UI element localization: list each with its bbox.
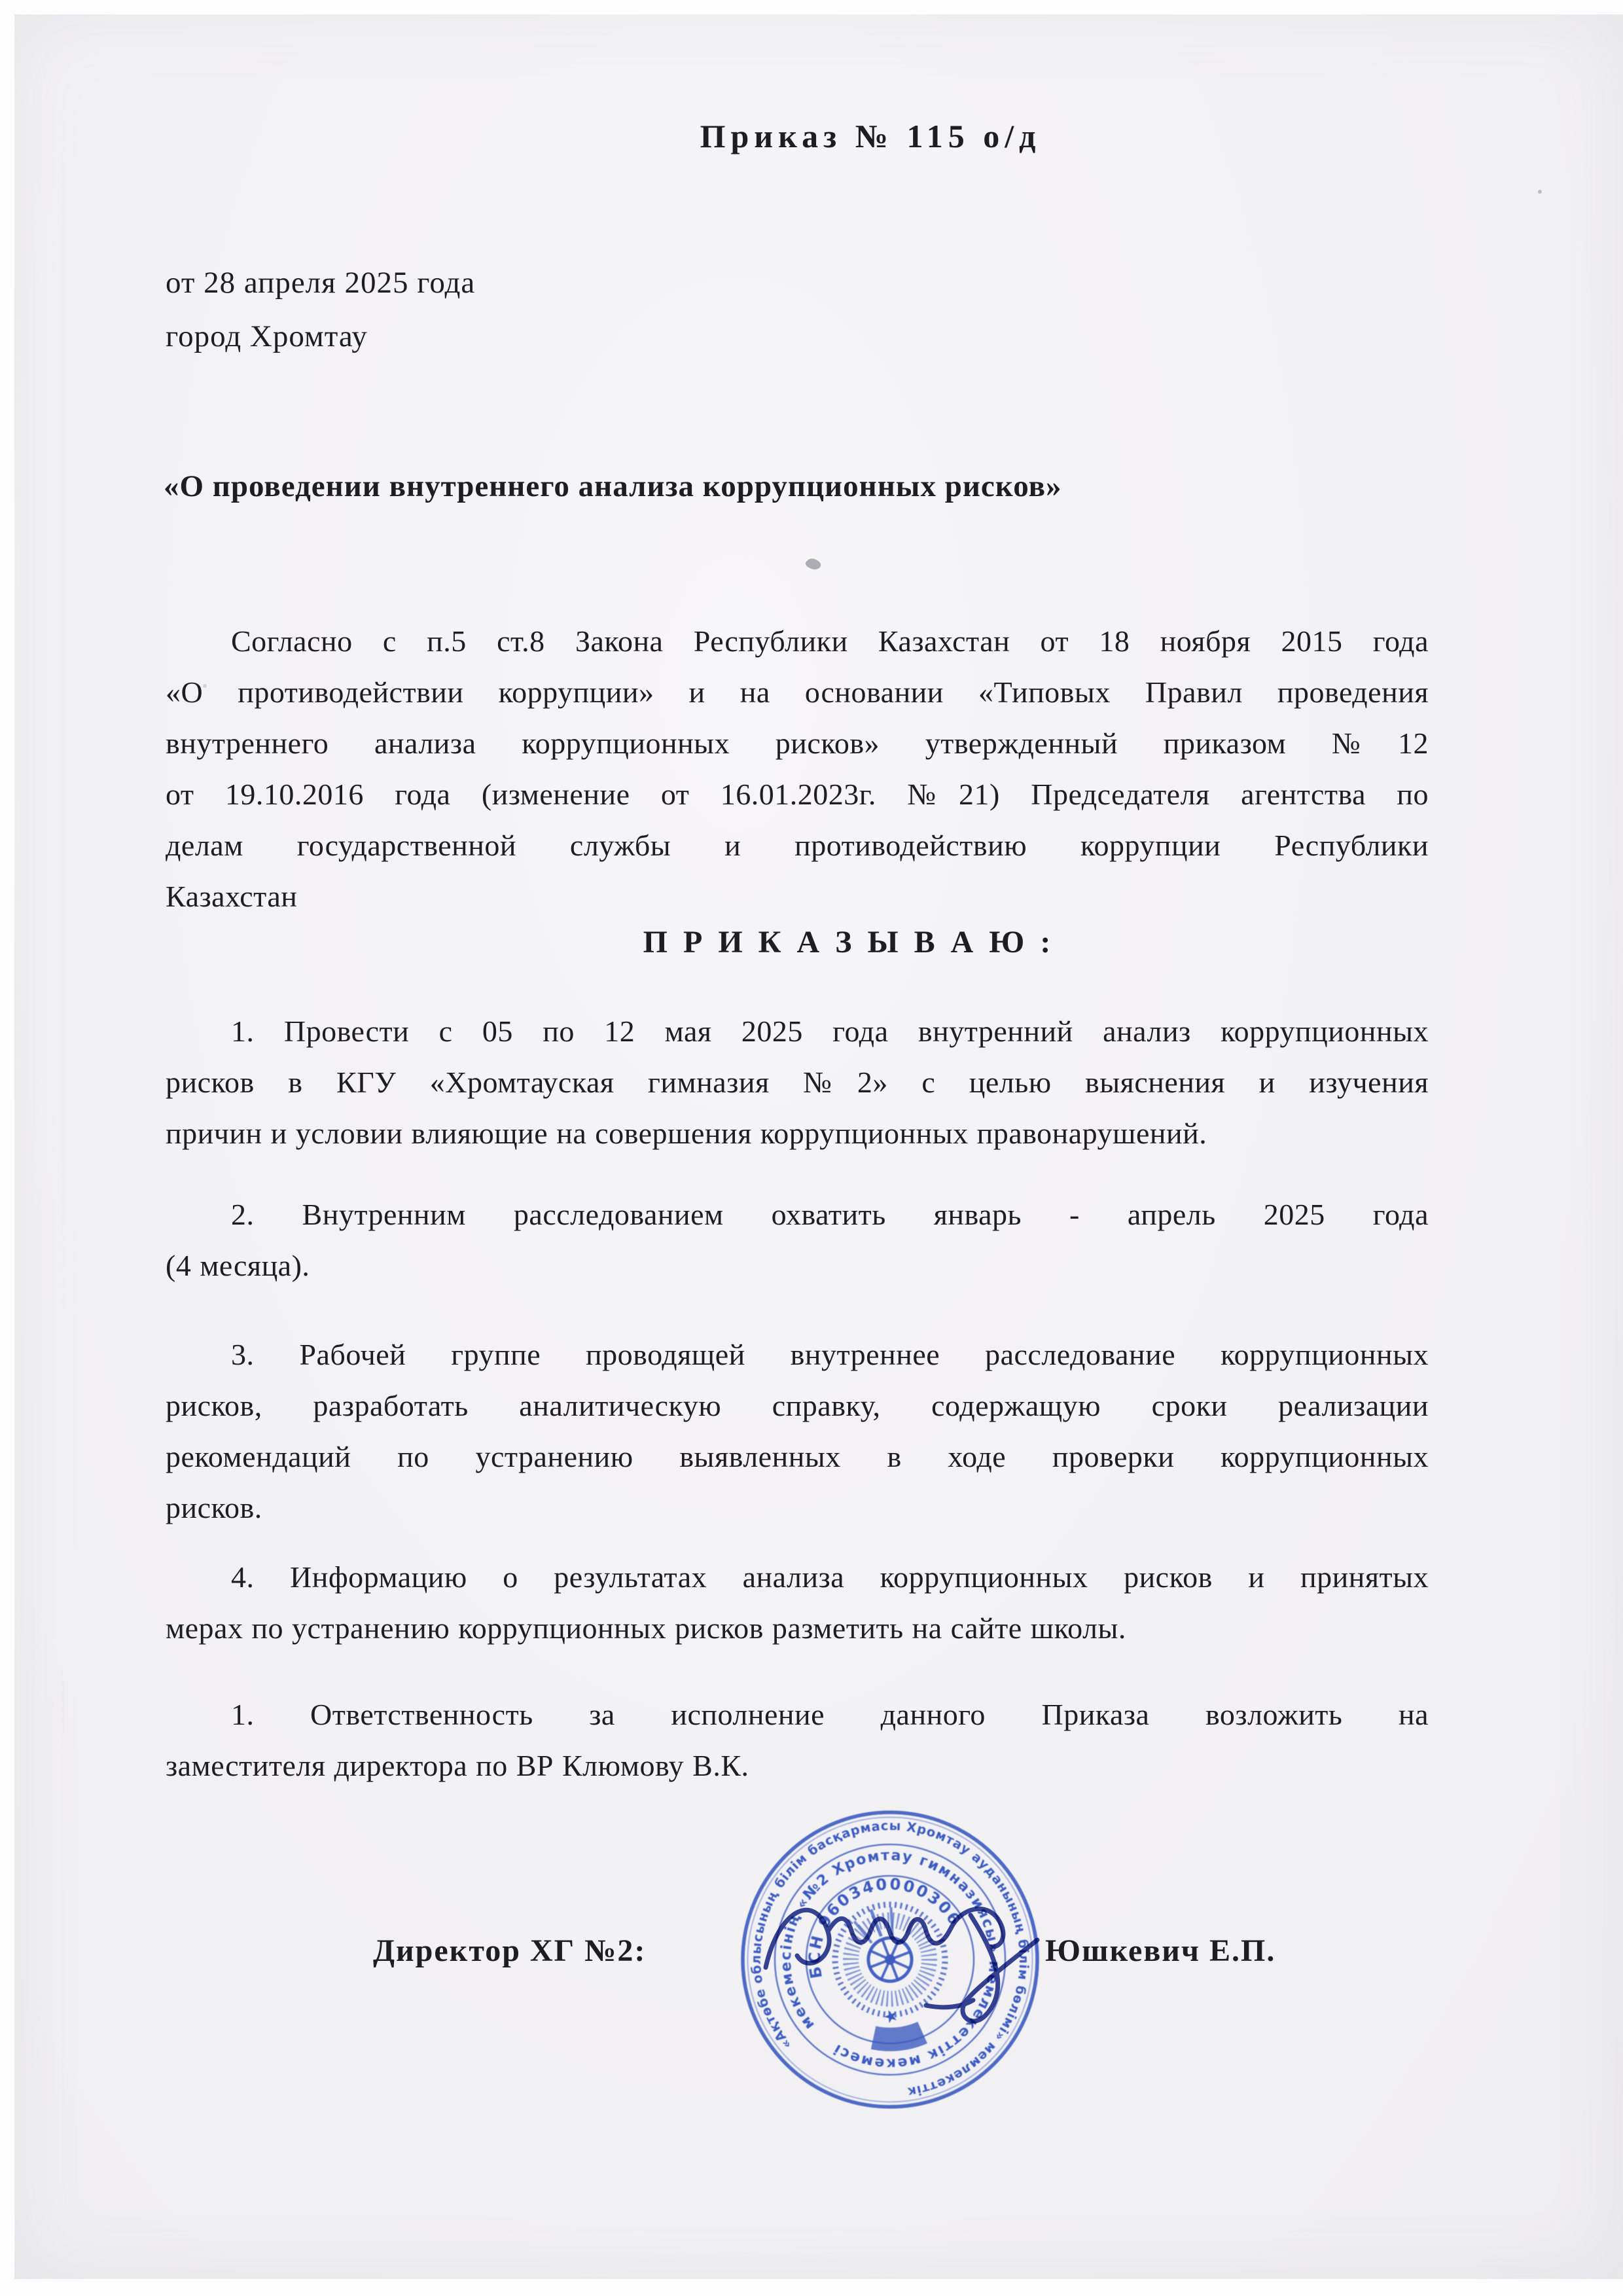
order-item-1 bbox=[166, 1006, 1429, 1159]
order-resolution-heading: П Р И К А З Ы В А Ю : bbox=[643, 925, 1055, 960]
text-line: 2. Внутренним расследованием охватить январь - апрель 2025 года bbox=[231, 1198, 1429, 1231]
order-item-2 bbox=[166, 1189, 1429, 1291]
order-item-4 bbox=[166, 1552, 1429, 1654]
text-line: рисков в КГУ «Хромтауская гимназия №2» с целью выяснения и изучения bbox=[166, 1066, 1429, 1099]
text-line: 4. Информацию о результатах анализа коррупционных рисков и принятых bbox=[231, 1560, 1429, 1594]
order-item-3 bbox=[166, 1329, 1429, 1534]
text-line: мерах по устранению коррупционных рисков разметить на сайте школы. bbox=[166, 1611, 1126, 1645]
text-line: 1. Ответственность за исполнение данного Приказа возложить на bbox=[231, 1698, 1429, 1731]
text-line: делам государственной службы и противодействию коррупции Республики bbox=[166, 829, 1429, 862]
stamp-ring-outer-text: «Ақтөбе облысының білім басқармасы Хромтау ауданының білім бөлімі» мемлекеттік bbox=[748, 1818, 1032, 2100]
order-subject: «О проведении внутреннего анализа коррупционных рисков» bbox=[164, 469, 1062, 503]
stamp-star-icon: ★ bbox=[880, 2005, 902, 2028]
text-line: 3. Рабочей группе проводящей внутреннее расследование коррупционных bbox=[231, 1338, 1429, 1371]
text-line: (4 месяца). bbox=[166, 1249, 310, 1282]
text-line: Казахстан bbox=[166, 880, 298, 913]
text-line: рекомендаций по устранению выявленных в ходе проверки коррупционных bbox=[166, 1440, 1429, 1473]
order-item-5 bbox=[166, 1689, 1429, 1791]
text-line: «О противодействии коррупции» и на основании «Типовых Правил проведения bbox=[166, 675, 1429, 709]
order-preamble bbox=[166, 616, 1429, 922]
text-line: причин и условии влияющие на совершения коррупционных правонарушений. bbox=[166, 1117, 1207, 1150]
stamp-bin-text: БСН 960340000306 bbox=[805, 1874, 965, 1980]
text-line: рисков, разработать аналитическую справку, содержащую сроки реализации bbox=[166, 1389, 1429, 1422]
director-signature-icon bbox=[730, 1869, 1070, 2039]
stamp-ring-inner-text: мекемесінің «№2 Хромтау гимназиясы» мемлекеттік мекемесі bbox=[777, 1847, 1003, 2072]
order-city: город Хромтау bbox=[166, 319, 368, 353]
director-name: Юшкевич Е.П. bbox=[1045, 1933, 1276, 1968]
text-line: внутреннего анализа коррупционных рисков» утвержденный приказом №12 bbox=[166, 726, 1429, 760]
director-role-label: Директор ХГ №2: bbox=[373, 1933, 647, 1968]
scan-speck bbox=[203, 684, 207, 688]
scan-speck bbox=[1538, 190, 1542, 194]
text-line: рисков. bbox=[166, 1491, 262, 1524]
text-line: Согласно с п.5 ст.8 Закона Республики Казахстан от 18 ноября 2015 года bbox=[231, 624, 1429, 658]
order-number-title: Приказ № 115 о/д bbox=[700, 118, 1041, 154]
text-line: 1. Провести с 05 по 12 мая 2025 года внутренний анализ коррупционных bbox=[231, 1014, 1429, 1048]
order-date: от 28 апреля 2025 года bbox=[166, 266, 476, 300]
text-line: заместителя директора по ВР Клюмову В.К. bbox=[166, 1749, 749, 1782]
text-line: от 19.10.2016 года (изменение от 16.01.2023г. №21) Председателя агентства по bbox=[166, 778, 1429, 811]
